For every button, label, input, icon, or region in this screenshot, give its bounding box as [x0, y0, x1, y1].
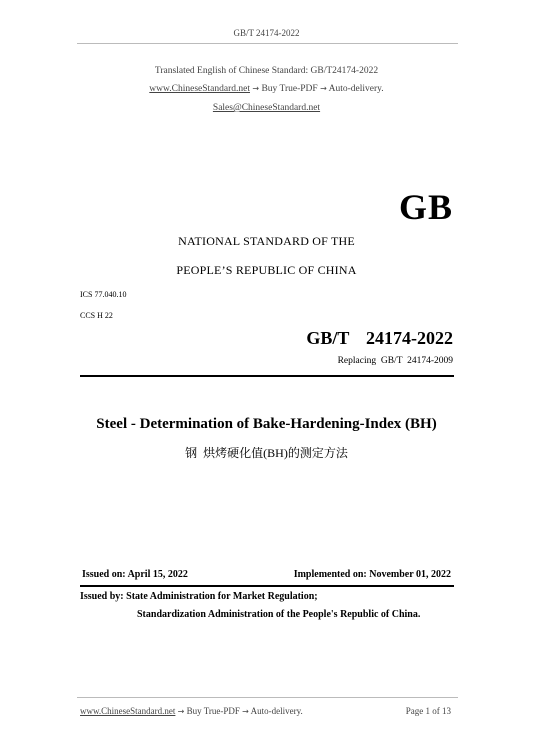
purchase-line: [0, 84, 533, 94]
issued-by-line-2: Standardization Administration of the People's Republic of China.: [137, 609, 421, 620]
issue-divider: [80, 585, 454, 587]
footer-divider: [77, 697, 458, 698]
delivery-text: Auto-delivery.: [328, 84, 384, 94]
page-label: Page: [405, 706, 424, 716]
replacing-standard: Replacing GB/T 24174-2009: [337, 356, 453, 366]
sales-email-link[interactable]: Sales@ChineseStandard.net: [212, 103, 321, 113]
ics-code: ICS 77.040.10: [80, 290, 127, 299]
arrow-right-icon: →: [242, 707, 249, 716]
national-standard-line-1: NATIONAL STANDARD OF THE: [178, 234, 355, 248]
page-indicator: [406, 706, 451, 716]
ccs-code: CCS H 22: [80, 311, 113, 320]
header-divider: [77, 43, 458, 44]
national-standard-line-2: PEOPLE’S REPUBLIC OF CHINA: [176, 263, 357, 277]
gb-mark: GB: [398, 187, 453, 227]
arrow-right-icon: →: [177, 707, 185, 716]
arrow-right-icon: →: [252, 84, 260, 93]
site-link[interactable]: www.ChineseStandard.net: [149, 84, 250, 94]
footer-purchase-line: [80, 706, 303, 716]
running-header: GB/T 24174-2022: [233, 28, 300, 38]
standard-number: GB/T 24174-2022: [306, 328, 453, 348]
sales-line: [0, 103, 533, 113]
footer-delivery-text: Auto-delivery.: [250, 706, 303, 716]
issued-on-date: Issued on: April 15, 2022: [82, 569, 188, 580]
footer-site-link[interactable]: www.ChineseStandard.net: [80, 706, 176, 716]
issued-by-line-1: Issued by: State Administration for Market Regulation;: [80, 591, 318, 602]
cover-divider: [80, 375, 454, 377]
buy-text: Buy True-PDF: [261, 84, 318, 94]
footer-buy-text: Buy True-PDF: [186, 706, 240, 716]
title-english: Steel - Determination of Bake-Hardening-Index (BH): [96, 416, 437, 432]
page-number: 1: [425, 706, 430, 716]
page-total: 13: [442, 706, 451, 716]
translated-notice: Translated English of Chinese Standard: GB/T24174-2022: [154, 66, 379, 76]
of-label: of: [432, 706, 440, 716]
title-chinese: 钢 烘烤硬化值(BH)的测定方法: [185, 446, 348, 460]
implemented-on-date: Implemented on: November 01, 2022: [293, 569, 451, 580]
arrow-right-icon: →: [320, 84, 327, 93]
